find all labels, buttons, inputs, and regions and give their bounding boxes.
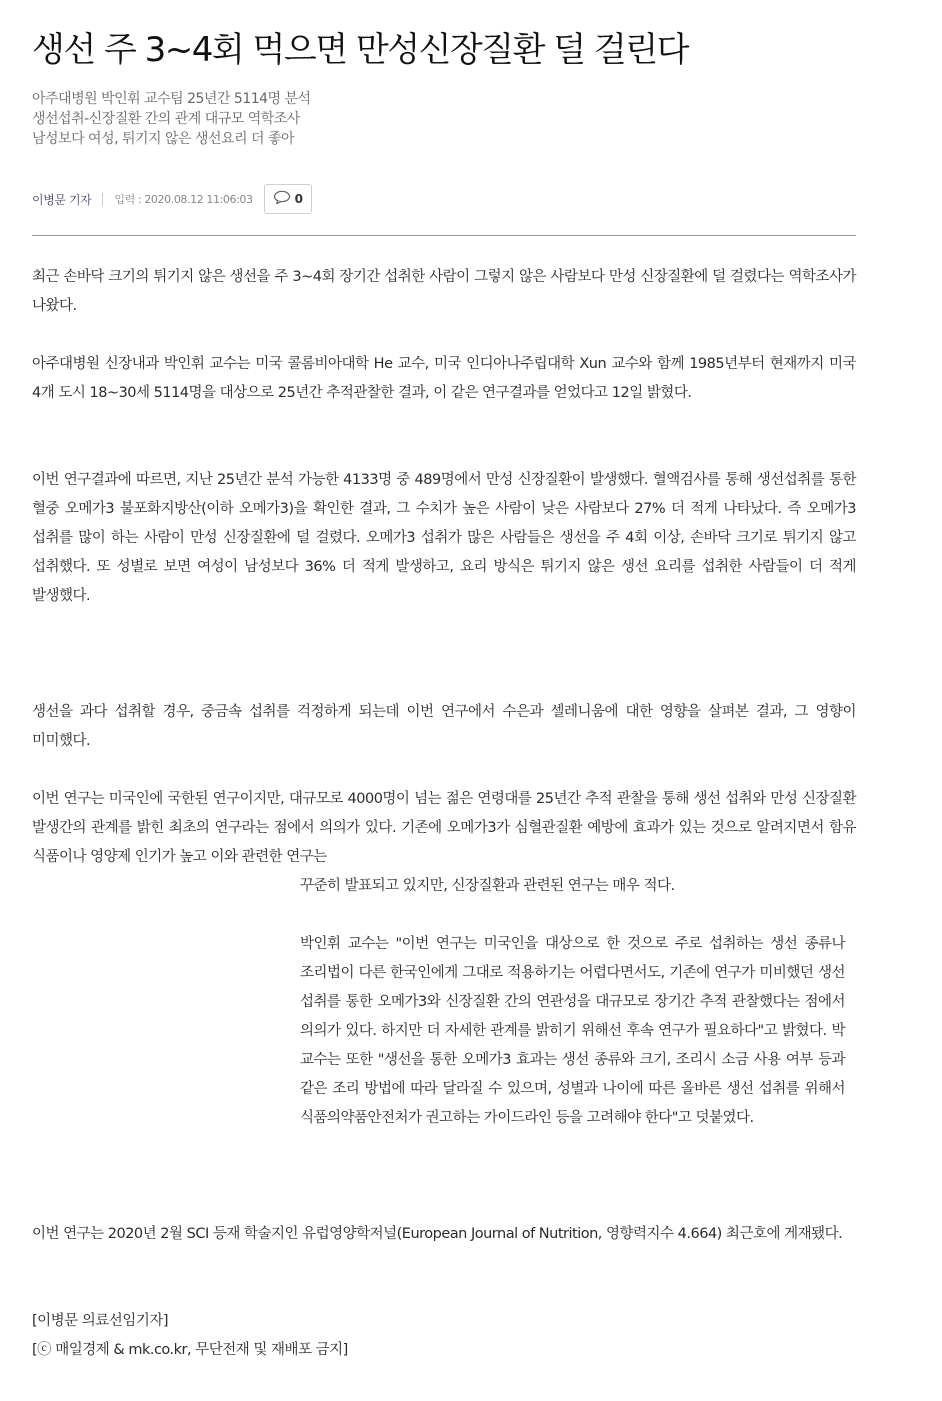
article-footer <box>32 1307 632 1365</box>
subtitle-line: 남성보다 여성, 튀기지 않은 생선요리 더 좋아 <box>32 131 295 147</box>
comment-count: 0 <box>294 192 303 206</box>
article-subtitles <box>32 89 311 149</box>
byline <box>32 184 312 214</box>
article-paragraph-continued: 꾸준히 발표되고 있지만, 신장질환과 관련된 연구는 매우 적다. <box>300 878 675 894</box>
article-paragraph: 이번 연구결과에 따르면, 지난 25년간 분석 가능한 4133명 중 489명에서 만성 신장질환이 발생했다. 혈액검사를 통해 생선섭취를 통한 혈중 오메가3 불포화지방산(이하 오메가3)을 확인한 결과, 그 수치가 높은 사람이 낮은 사람보다 27% 더 적게 나타났다. 즉 오메가3 섭취를 많이 하는 사람이 만성 신장질환에 덜 걸렸다. 오메가3 섭취가 많은 사람들은 생선을 주 4회 이상, 손바닥 크기로 튀기지 않고 섭취했다. 또 성별로 보면 여성이 남성보다 36% 더 적게 발생하고, 요리 방식은 튀기지 않은 생선 요리를 섭취한 사람들이 더 적게 발생했다. <box>32 472 856 604</box>
article-paragraph: 아주대병원 신장내과 박인휘 교수는 미국 콜롬비아대학 He 교수, 미국 인디아나주립대학 Xun 교수와 함께 1985년부터 현재까지 미국 4개 도시 18~30세 5114명을 대상으로 25년간 추적관찰한 결과, 이 같은 연구결과를 얻었다고 12일 밝혔다. <box>32 356 856 401</box>
author-name[interactable]: 이병문 기자 <box>32 192 92 207</box>
copyright-notice: [ⓒ 매일경제 & mk.co.kr, 무단전재 및 재배포 금지] <box>32 1342 348 1358</box>
header-divider <box>32 235 856 236</box>
byline-separator <box>102 193 103 206</box>
article-paragraph: 이번 연구는 2020년 2월 SCI 등재 학술지인 유럽영양학저널(European Journal of Nutrition, 영향력지수 4.664) 최근호에 게재됐다. <box>32 1226 843 1242</box>
article-quote-paragraph: 박인휘 교수는 "이번 연구는 미국인을 대상으로 한 것으로 주로 섭취하는 생선 종류나 조리법이 다른 한국인에게 그대로 적용하기는 어렵다면서도, 기존에 연구가 미비했던 생선 섭취를 통한 오메가3와 신장질환 간의 연관성을 대규모로 장기간 추적 관찰했다는 점에서 의의가 있다. 하지만 더 자세한 관계를 밝히기 위해선 후속 연구가 필요하다"고 밝혔다. 박 교수는 또한 "생선을 통한 오메가3 효과는 생선 종류와 크기, 조리시 소금 사용 여부 등과 같은 조리 방법에 따라 달라질 수 있으며, 성별과 나이에 따른 올바른 생선 섭취를 위해서 식품의약품안전처가 권고하는 가이드라인 등을 고려해야 한다"고 덧붙였다. <box>300 936 845 1126</box>
subtitle-line: 생선섭취-신장질환 간의 관계 대규모 역학조사 <box>32 111 300 127</box>
speech-bubble-icon <box>273 190 291 209</box>
publish-date: 입력 : 2020.08.12 11:06:03 <box>114 193 253 206</box>
article-title: 생선 주 3~4회 먹으면 만성신장질환 덜 걸린다 <box>32 30 688 70</box>
article-paragraph: 최근 손바닥 크기의 튀기지 않은 생선을 주 3~4회 장기간 섭취한 사람이 그렇지 않은 사람보다 만성 신장질환에 덜 걸렸다는 역학조사가 나왔다. <box>32 269 856 314</box>
reporter-credit: [이병문 의료선임기자] <box>32 1313 168 1329</box>
article-paragraph: 생선을 과다 섭취할 경우, 중금속 섭취를 걱정하게 되는데 이번 연구에서 수은과 셀레니움에 대한 영향을 살펴본 결과, 그 영향이 미미했다. <box>32 704 856 749</box>
subtitle-line: 아주대병원 박인휘 교수팀 25년간 5114명 분석 <box>32 91 311 107</box>
comment-button[interactable] <box>264 184 312 214</box>
article-paragraph: 이번 연구는 미국인에 국한된 연구이지만, 대규모로 4000명이 넘는 젊은 연령대를 25년간 추적 관찰을 통해 생선 섭취와 만성 신장질환 발생간의 관계를 밝힌 최초의 연구라는 점에서 의의가 있다. 기존에 오메가3가 심혈관질환 예방에 효과가 있는 것으로 알려지면서 함유 식품이나 영양제 인기가 높고 이와 관련한 연구는 <box>32 791 856 865</box>
